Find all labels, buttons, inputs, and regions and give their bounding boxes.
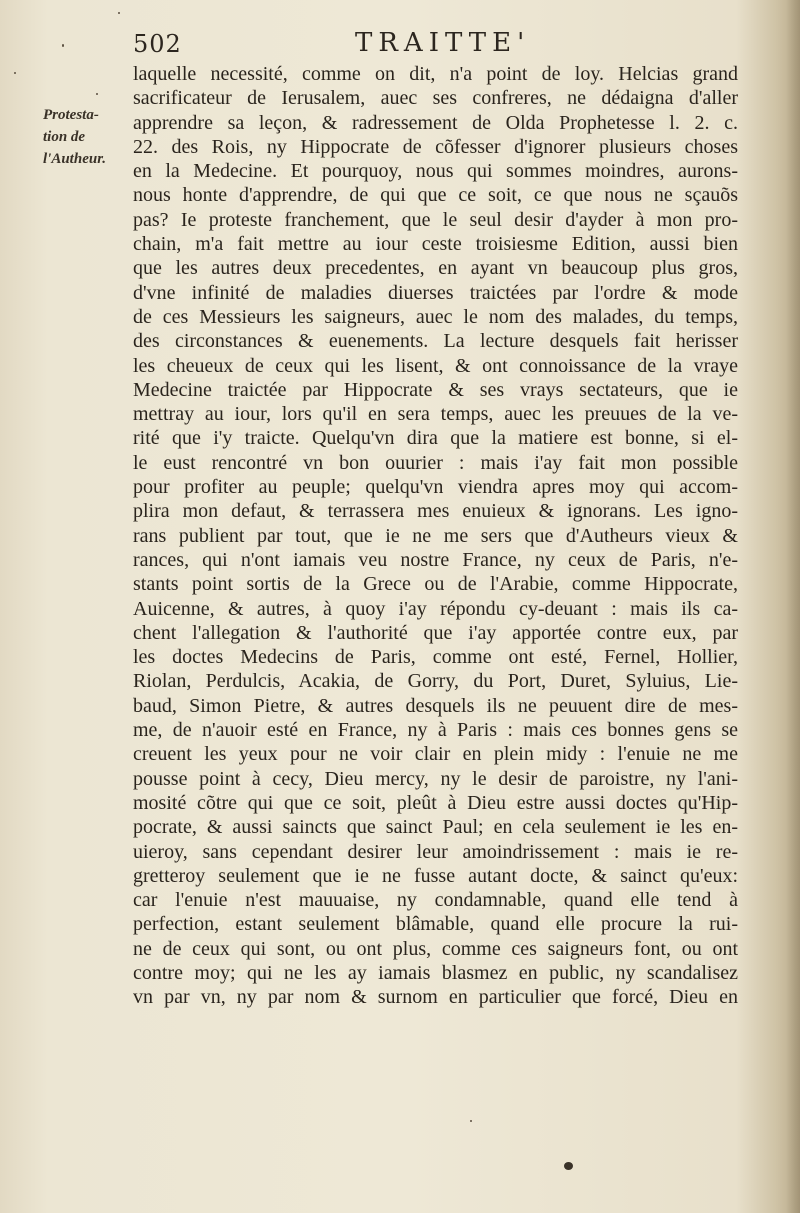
text-line: pocrate, & aussi saincts que sainct Paul; en cela seulement ie les en- — [133, 816, 738, 839]
body-text — [133, 62, 738, 1010]
text-line: laquelle necessité, comme on dit, n'a point de loy. Helcias grand — [133, 63, 738, 85]
text-line: rances, qui n'ont iamais veu nostre France, ny ceux de Paris, n'e- — [133, 548, 738, 571]
text-line: mosité cõtre qui que ce soit, pleût à Dieu estre aussi doctes qu'Hip- — [133, 791, 738, 814]
page-ornament-dot — [564, 1162, 573, 1170]
margin-note-line: l'Autheur. — [43, 151, 106, 167]
text-line: stants point sortis de la Grece ou de l'Arabie, comme Hippocrate, — [133, 573, 738, 596]
paper-speck — [14, 72, 16, 74]
text-line: chent l'allegation & l'authorité que i'ay apportée contre eux, par — [133, 621, 738, 644]
paper-speck — [62, 44, 64, 47]
text-line: le eust rencontré vn bon ouurier : mais i'ay fait mon possible — [133, 451, 738, 474]
text-line: nous honte d'apprendre, de qui que ce soit, ce que nous ne sçauõs — [133, 184, 738, 207]
page-gutter-shadow — [786, 0, 800, 1213]
text-line: les doctes Medecins de Paris, comme ont esté, Fernel, Hollier, — [133, 646, 738, 669]
margin-note-line: Protesta- — [43, 107, 99, 123]
running-title: TRAITTE' — [355, 28, 531, 58]
text-line: gretteroy seulement que ie ne fusse autant docte, & sainct qu'eux: — [133, 864, 738, 887]
page-number: 502 — [133, 30, 182, 58]
text-line: des circonstances & euenements. La lecture desquels fait herisser — [133, 330, 738, 353]
text-line: rans publient par tout, que ie ne me sers que d'Autheurs vieux & — [133, 524, 738, 547]
text-line: les cheueux de ceux qui les lisent, & ont connoissance de la vraye — [133, 354, 738, 377]
text-line: me, de n'auoir esté en France, ny à Paris : mais ces bonnes gens se — [133, 719, 738, 742]
paper-speck — [96, 93, 98, 95]
text-line: pas? Ie proteste franchement, que le seul desir d'ayder à mon pro- — [133, 208, 738, 231]
text-line: en la Medecine. Et pourquoy, nous qui sommes moindres, aurons- — [133, 160, 738, 183]
text-line: apprendre sa leçon, & radressement de Olda Prophetesse l. 2. c. — [133, 111, 738, 134]
text-line: Riolan, Perdulcis, Acakia, de Gorry, du Port, Duret, Syluius, Lie- — [133, 670, 738, 693]
text-line: Auicenne, & autres, à quoy i'ay répondu cy-deuant : mais ils ca- — [133, 597, 738, 620]
margin-note-line: tion de — [43, 129, 86, 145]
paper-speck — [470, 1120, 472, 1122]
paper-speck — [118, 12, 120, 14]
text-line: d'vne infinité de maladies diuerses traictées par l'ordre & mode — [133, 281, 738, 304]
text-line: de ces Messieurs les saigneurs, auec le nom des malades, du temps, — [133, 305, 738, 328]
text-line: chain, m'a fait mettre au iour ceste troisiesme Edition, aussi bien — [133, 233, 738, 256]
text-line: vn par vn, ny par nom & surnom en particulier que forcé, Dieu en — [133, 986, 738, 1009]
text-line: mettray au iour, lors qu'il en sera temps, auec les preuues de la ve- — [133, 403, 738, 426]
text-line: contre moy; qui ne les ay iamais blasmez en public, ny scandalisez — [133, 961, 738, 984]
text-line: rité que i'y traicte. Quelqu'vn dira que la matiere est bonne, si el- — [133, 427, 738, 450]
text-line: sacrificateur de Ierusalem, auec ses confreres, ne dédaigna d'aller — [133, 87, 738, 110]
text-line: creuent les yeux pour ne voir clair en plein midy : l'enuie ne me — [133, 743, 738, 766]
text-line: car l'enuie n'est mauuaise, ny condamnable, quand elle tend à — [133, 889, 738, 912]
text-line: uieroy, sans cependant desirer leur amoindrissement : mais ie re- — [133, 840, 738, 863]
text-line: que les autres deux precedentes, en ayant vn beaucoup plus gros, — [133, 257, 738, 280]
text-line: Medecine traictée par Hippocrate & ses vrays sectateurs, que ie — [133, 378, 738, 401]
text-line: baud, Simon Pietre, & autres desquels ils ne peuuent dire de mes- — [133, 694, 738, 717]
text-line: ne de ceux qui sont, ou ont plus, comme ces saigneurs font, ou ont — [133, 937, 738, 960]
text-line: pousse point à cecy, Dieu mercy, ny le desir de paroistre, ny l'ani- — [133, 767, 738, 790]
text-line: plira mon defaut, & terrassera mes enuieux & ignorans. Les igno- — [133, 500, 738, 523]
text-line: 22. des Rois, ny Hippocrate de cõfesser d'ignorer plusieurs choses — [133, 135, 738, 158]
text-line: perfection, estant seulement blâmable, quand elle procure la rui- — [133, 913, 738, 936]
margin-note — [43, 104, 133, 170]
text-line: pour profiter au peuple; quelqu'vn viendra apres moy qui accom- — [133, 476, 738, 499]
